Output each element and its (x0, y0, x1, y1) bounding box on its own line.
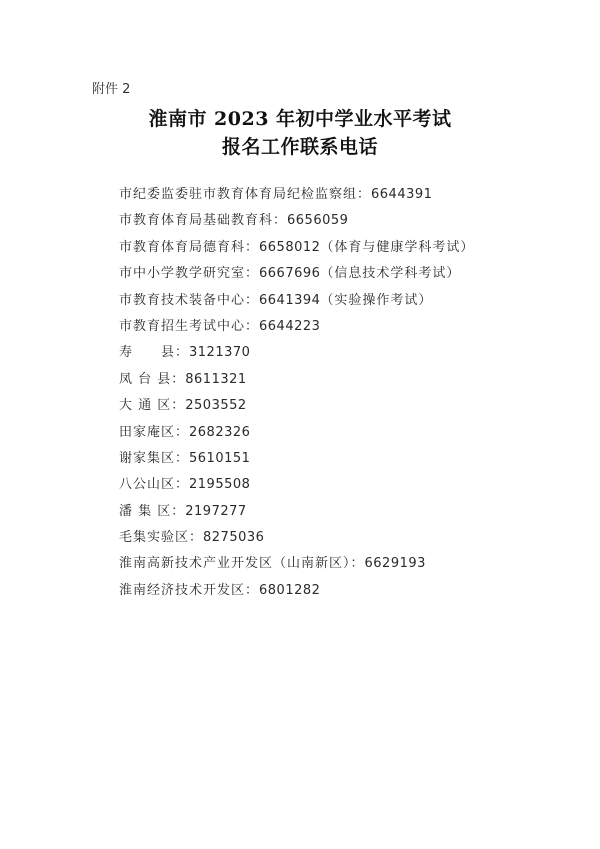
contact-phone: 6801282 (259, 582, 321, 598)
contact-item (119, 340, 474, 366)
document-subtitle: 报名工作联系电话 (221, 136, 378, 158)
contact-item (119, 578, 474, 604)
contact-item (119, 261, 474, 287)
contact-phone: 6641394 (259, 292, 321, 308)
contact-name: 淮南经济技术开发区： (119, 582, 260, 598)
contact-phone: 6644391 (371, 187, 433, 202)
contact-item (119, 499, 474, 525)
contact-name: 淮南高新技术产业开发区（山南新区）： (119, 556, 365, 572)
contact-item (119, 525, 474, 551)
contact-name: 八公山区： (119, 477, 190, 493)
contact-phone: 3121370 (189, 345, 251, 361)
contact-item (119, 472, 474, 498)
contact-item (119, 235, 474, 261)
contact-phone: 5610151 (189, 450, 251, 466)
contact-phone: 8275036 (203, 530, 265, 546)
contact-name: 毛集实验区： (119, 530, 204, 546)
contact-item (119, 182, 474, 208)
contact-item (119, 393, 474, 419)
contact-note: （信息技术学科考试） (320, 266, 461, 282)
contact-name: 市教育招生考试中心： (119, 318, 260, 334)
contact-name: 潘 集 区： (119, 503, 186, 519)
contact-name: 谢家集区： (119, 450, 190, 466)
contact-phone: 2197277 (185, 503, 247, 519)
contact-item (119, 420, 474, 446)
contact-note: （实验操作考试） (320, 292, 433, 308)
contact-note: （体育与健康学科考试） (320, 239, 475, 255)
contact-item (119, 446, 474, 472)
contact-name: 市中小学教学研究室： (119, 266, 260, 282)
contact-name: 大 通 区： (119, 398, 186, 414)
contact-name: 田家庵区： (119, 424, 190, 440)
contact-name: 市教育技术装备中心： (119, 292, 260, 308)
contact-name: 市纪委监委驻市教育体育局纪检监察组： (119, 187, 372, 202)
document-title: 淮南市 2023 年初中学业水平考试 (148, 108, 452, 130)
contact-item (119, 551, 474, 577)
contact-phone: 6644223 (259, 318, 321, 334)
contact-name: 寿 县： (119, 345, 190, 361)
contact-name: 市教育体育局基础教育科： (119, 213, 288, 229)
contact-item (119, 208, 474, 234)
contact-name: 凤 台 县： (119, 371, 186, 387)
contact-phone: 6629193 (364, 556, 426, 572)
contact-phone: 8611321 (185, 371, 247, 387)
contact-phone: 2195508 (189, 477, 251, 493)
contact-item (119, 314, 474, 340)
contact-phone: 2682326 (189, 424, 251, 440)
contact-list (119, 182, 474, 604)
contact-phone: 6667696 (259, 266, 321, 282)
contact-phone: 6656059 (287, 213, 349, 229)
contact-phone: 2503552 (185, 398, 247, 414)
contact-item (119, 288, 474, 314)
contact-phone: 6658012 (259, 239, 321, 255)
contact-name: 市教育体育局德育科： (119, 239, 260, 255)
attachment-label: 附件 2 (92, 82, 131, 97)
contact-item (119, 367, 474, 393)
